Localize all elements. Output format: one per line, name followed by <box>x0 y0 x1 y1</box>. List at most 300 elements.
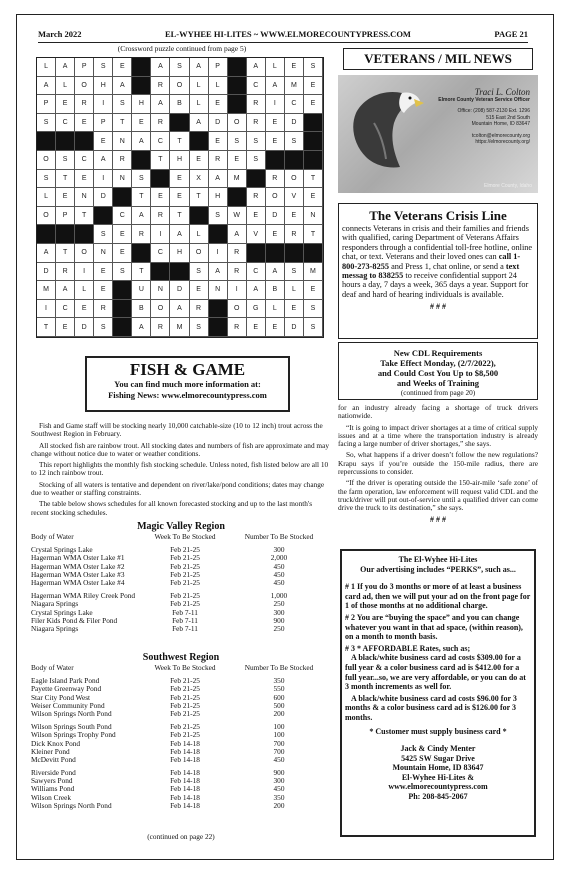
table-cell: Feb 14-18 <box>170 784 200 794</box>
crossword-cell: R <box>209 151 228 170</box>
table-cell: Feb 14-18 <box>170 776 200 786</box>
crossword-cell: M <box>170 318 189 337</box>
crossword-cell: A <box>56 281 75 300</box>
crossword-cell: A <box>132 318 151 337</box>
crossword-black-cell <box>228 188 247 207</box>
table-cell: Eagle Island Park Pond <box>31 676 100 686</box>
table-cell: Riverside Pond <box>31 768 76 778</box>
table-cell: Feb 7-11 <box>172 607 198 617</box>
crossword-cell: O <box>266 188 285 207</box>
table-cell: Wilson Springs North Pond <box>31 800 112 810</box>
crossword-cell: A <box>37 77 56 96</box>
crossword-cell: N <box>113 170 132 189</box>
crossword-cell: L <box>266 300 285 319</box>
crossword-cell: R <box>151 318 170 337</box>
table-cell: Crystal Springs Lake <box>31 607 93 617</box>
table-cell: 200 <box>273 708 285 718</box>
crossword-cell: S <box>94 225 113 244</box>
crossword-cell: E <box>190 281 209 300</box>
crossword-cell: C <box>56 114 75 133</box>
crossword-cell: T <box>113 114 132 133</box>
crossword-black-cell <box>228 95 247 114</box>
crossword-black-cell <box>113 188 132 207</box>
crossword-cell: S <box>132 170 151 189</box>
table-cell: Feb 21-25 <box>170 692 200 702</box>
crisis-text-number: text messag to 838255 <box>342 261 520 281</box>
cdl-article <box>338 404 538 524</box>
cdl-head-2: Take Effect Monday, (2/7/2022), <box>380 358 496 368</box>
table-cell: Hagerman WMA Riley Creek Pond <box>31 591 136 601</box>
table-cell: McDevitt Pond <box>31 754 76 764</box>
paragraph: “If the driver is operating outside the 150-air-mile ‘safe zone’ of the farm operation, law enforcement will request valid CDL and the truck/driver will put out-of-service until a qualified driver can come drive the truck to its destination,” she says. <box>338 478 538 513</box>
column-header: Number To Be Stocked <box>244 532 314 541</box>
table-cell: 450 <box>273 569 285 579</box>
officer-role: Elmore County Veteran Service Officer <box>438 97 530 103</box>
crossword-cell: S <box>113 95 132 114</box>
crossword-cell: D <box>285 114 304 133</box>
crossword-cell: A <box>151 58 170 77</box>
crossword-cell: R <box>247 114 266 133</box>
crossword-cell: T <box>304 170 323 189</box>
contact-website[interactable]: www.elmorecountypress.com <box>388 782 488 792</box>
table-cell: 450 <box>273 561 285 571</box>
crossword-cell: T <box>190 188 209 207</box>
table-row <box>31 756 331 764</box>
table-cell: Williams Pond <box>31 784 75 794</box>
crossword-cell: I <box>266 95 285 114</box>
table-cell: Feb 21-25 <box>170 722 200 732</box>
fish-game-title: FISH & GAME <box>129 360 246 379</box>
crossword-cell: S <box>209 207 228 226</box>
table-row <box>31 802 331 810</box>
crossword-cell: E <box>304 281 323 300</box>
crossword-cell: I <box>209 244 228 263</box>
crossword-black-cell <box>113 281 132 300</box>
crossword-black-cell <box>304 151 323 170</box>
crossword-cell: O <box>75 244 94 263</box>
table-cell: Feb 14-18 <box>170 746 200 756</box>
crossword-cell: R <box>247 188 266 207</box>
table-cell: 100 <box>273 730 285 740</box>
cdl-headline-box <box>338 342 538 400</box>
crossword-cell: N <box>304 207 323 226</box>
crossword-black-cell <box>209 318 228 337</box>
crossword-cell: E <box>170 170 189 189</box>
crossword-black-cell <box>304 244 323 263</box>
table-cell: 900 <box>273 768 285 778</box>
crossword-cell: R <box>56 263 75 282</box>
crossword-cell: A <box>94 151 113 170</box>
crossword-cell: S <box>285 263 304 282</box>
crossword-cell: A <box>151 95 170 114</box>
crossword-cell: A <box>209 170 228 189</box>
crossword-cell: T <box>132 263 151 282</box>
crossword-cell: X <box>190 170 209 189</box>
crossword-cell: M <box>304 263 323 282</box>
crossword-cell: R <box>75 95 94 114</box>
table-cell: Payette Greenway Pond <box>31 684 102 694</box>
crossword-cell: I <box>151 225 170 244</box>
table-cell: 250 <box>273 599 285 609</box>
crossword-cell: T <box>37 318 56 337</box>
crossword-black-cell <box>304 132 323 151</box>
crossword-cell: T <box>170 132 189 151</box>
crossword-cell: A <box>132 132 151 151</box>
crossword-cell: S <box>37 114 56 133</box>
paragraph: All stocked fish are rainbow trout. All stocking dates and numbers of fish are approximate and may change without notice due to water or weather conditions. <box>31 440 329 458</box>
table-cell: 600 <box>273 692 285 702</box>
crossword-cell: C <box>56 300 75 319</box>
county-website[interactable]: https://elmorecounty.org/ <box>475 139 530 146</box>
column-header: Body of Water <box>31 532 74 541</box>
crossword-black-cell <box>190 132 209 151</box>
page-number: PAGE 21 <box>494 29 528 39</box>
cdl-head-1: New CDL Requirements <box>393 348 483 358</box>
column-header: Number To Be Stocked <box>244 663 314 672</box>
column-header: Body of Water <box>31 663 74 672</box>
crossword-cell: C <box>151 132 170 151</box>
table-cell: 200 <box>273 800 285 810</box>
crossword-cell: E <box>151 188 170 207</box>
crossword-cell: P <box>209 58 228 77</box>
crossword-cell: O <box>228 300 247 319</box>
paragraph: So, what happens if a driver doesn’t follow the new regulations? Krapu says if you’re outside the 150-mile radius, there are repercussions to consider. <box>338 450 538 477</box>
city-address: Mountain Home, ID 83647 <box>471 121 530 128</box>
table-cell: 350 <box>273 792 285 802</box>
paragraph: This report highlights the monthly fish stocking schedule. Unless noted, fish listed below are all 10 to 12 inch rainbow trout. <box>31 460 329 478</box>
crossword-cell: C <box>151 244 170 263</box>
table-cell: Wilson Springs South Pond <box>31 722 112 732</box>
crossword-cell: L <box>285 281 304 300</box>
table-cell: Wilson Springs Trophy Pond <box>31 730 116 740</box>
contact-street: 5425 SW Sugar Drive <box>401 753 475 763</box>
fish-game-link[interactable]: Fishing News: www.elmorecountypress.com <box>108 390 267 400</box>
crossword-black-cell <box>132 58 151 77</box>
table-cell: Feb 21-25 <box>170 591 200 601</box>
crossword-cell: W <box>228 207 247 226</box>
crossword-cell: E <box>266 114 285 133</box>
crossword-cell: M <box>228 170 247 189</box>
contact-paper: El-Wyhee Hi-Lites & <box>401 772 475 782</box>
crossword-cell: H <box>132 95 151 114</box>
crossword-cell: P <box>37 95 56 114</box>
text-run: and Press 1, chat online, or send a <box>389 261 506 271</box>
crossword-cell: E <box>285 300 304 319</box>
crossword-cell: L <box>37 188 56 207</box>
crossword-black-cell <box>266 244 285 263</box>
table-cell: Star City Pond West <box>31 692 91 702</box>
table-cell: 300 <box>273 607 285 617</box>
crisis-line-text <box>342 224 534 299</box>
table-cell: Feb 21-25 <box>170 700 200 710</box>
fish-game-subtitle: You can find much more information at: <box>114 379 261 389</box>
table-cell: Kleiner Pond <box>31 746 70 756</box>
crossword-cell: L <box>75 281 94 300</box>
table-cell: 350 <box>273 676 285 686</box>
crossword-cell: A <box>190 114 209 133</box>
crossword-cell: I <box>94 170 113 189</box>
ad-title: The El-Wyhee Hi-Lites <box>398 555 478 564</box>
crossword-cell: C <box>247 77 266 96</box>
crossword-cell: E <box>75 300 94 319</box>
crossword-black-cell <box>113 300 132 319</box>
crossword-cell: H <box>94 77 113 96</box>
street-address: 515 East 2nd South <box>486 114 530 121</box>
crossword-cell: E <box>247 318 266 337</box>
crossword-black-cell <box>37 132 56 151</box>
crossword-cell: P <box>75 58 94 77</box>
table-cell: Crystal Springs Lake <box>31 545 93 555</box>
crisis-phone: call 1-800-273-8255 <box>342 252 521 271</box>
end-mark: # # # <box>430 514 446 524</box>
crossword-cell: T <box>75 207 94 226</box>
crossword-cell: O <box>151 300 170 319</box>
column-header: Week To Be Stocked <box>154 532 216 541</box>
rate-three-months: A black/white business card ad costs $96.00 for 3 months & a color business card ad is $126.00 for 3 months. <box>345 693 517 722</box>
table-cell: 300 <box>273 545 285 555</box>
crossword-cell: M <box>285 77 304 96</box>
table-cell: Hagerman WMA Oster Lake #2 <box>31 561 125 571</box>
southwest-table <box>31 652 331 810</box>
masthead: EL-WYHEE HI-LITES ~ WWW.ELMORECOUNTYPRESS.COM <box>164 29 411 39</box>
crossword-cell: R <box>247 95 266 114</box>
crossword-cell: R <box>151 114 170 133</box>
crossword-cell: L <box>209 77 228 96</box>
crisis-line-box <box>338 203 538 339</box>
perk-3: # 3 * AFFORDABLE Rates, such as; <box>345 643 471 653</box>
crossword-cell: A <box>37 244 56 263</box>
crossword-cell: S <box>190 263 209 282</box>
table-cell: 1,000 <box>270 591 288 601</box>
table-cell: Niagara Springs <box>31 623 79 633</box>
crossword-black-cell <box>285 244 304 263</box>
crossword-black-cell <box>304 114 323 133</box>
table-cell: 500 <box>273 700 285 710</box>
contact-block <box>345 744 531 802</box>
crossword-cell: L <box>190 77 209 96</box>
crossword-cell: D <box>266 207 285 226</box>
table-cell: 700 <box>273 746 285 756</box>
crossword-cell: U <box>132 281 151 300</box>
crossword-cell: S <box>304 58 323 77</box>
crossword-cell: E <box>56 95 75 114</box>
page-header <box>38 29 528 43</box>
cdl-head-4: and Weeks of Training <box>397 378 479 388</box>
crossword-cell: A <box>113 77 132 96</box>
table-cell: Feb 7-11 <box>172 623 198 633</box>
table-cell: Hagerman WMA Oster Lake #1 <box>31 553 125 563</box>
contact-phone: Ph: 208-845-2067 <box>408 792 468 802</box>
table-row <box>31 710 331 718</box>
crossword-cell: T <box>151 151 170 170</box>
crossword-cell: A <box>56 58 75 77</box>
office-phone: Office: (208) 587-2130 Ext. 1296 <box>457 108 530 115</box>
crossword-cell: E <box>304 95 323 114</box>
crossword-cell: N <box>94 244 113 263</box>
crossword-black-cell <box>75 132 94 151</box>
crossword-cell: E <box>209 132 228 151</box>
crossword-black-cell <box>113 318 132 337</box>
table-cell: 450 <box>273 754 285 764</box>
crossword-cell: I <box>75 263 94 282</box>
crossword-black-cell <box>56 225 75 244</box>
crossword-cell: S <box>94 58 113 77</box>
crossword-cell: R <box>94 300 113 319</box>
officer-email[interactable]: tcolton@elmorecounty.org <box>471 132 530 139</box>
advertising-perks-box <box>340 549 536 837</box>
crossword-cell: S <box>113 263 132 282</box>
crossword-cell: E <box>75 170 94 189</box>
crossword-black-cell <box>56 132 75 151</box>
crossword-cell: A <box>266 263 285 282</box>
crossword-black-cell <box>285 151 304 170</box>
crossword-cell: T <box>304 225 323 244</box>
table-cell: Feb 21-25 <box>170 569 200 579</box>
crossword-cell: A <box>190 58 209 77</box>
crossword-black-cell <box>132 244 151 263</box>
end-mark: # # # <box>430 302 446 312</box>
crossword-cell: A <box>209 263 228 282</box>
cdl-head-3: and Could Cost You Up to $8,500 <box>377 368 499 378</box>
ad-note: * Customer must supply business card * <box>369 726 507 736</box>
crossword-cell: E <box>170 188 189 207</box>
crossword-cell: V <box>247 225 266 244</box>
crossword-black-cell <box>170 263 189 282</box>
table-cell: Feb 14-18 <box>170 800 200 810</box>
crossword-cell: E <box>113 225 132 244</box>
crossword-black-cell <box>247 170 266 189</box>
crossword-cell: G <box>247 300 266 319</box>
table-cell: 100 <box>273 722 285 732</box>
card-text <box>426 87 530 145</box>
crossword-black-cell <box>190 207 209 226</box>
crossword-cell: E <box>285 58 304 77</box>
table-cell: Feb 21-25 <box>170 553 200 563</box>
crossword-cell: C <box>75 151 94 170</box>
crossword-cell: T <box>170 207 189 226</box>
crossword-cell: L <box>266 58 285 77</box>
perk-1: # 1 If you do 3 months or more of at least a business card ad, then we will put your ad on the front page for 1 of those months at no additional charge. <box>345 582 531 611</box>
crossword-cell: E <box>75 114 94 133</box>
fish-game-banner <box>85 356 290 412</box>
paragraph: The table below shows schedules for all known forecasted stocking and up to the last month's recent stocking schedules. <box>31 499 313 517</box>
table-cell: Weiser Community Pond <box>31 700 105 710</box>
crossword-cell: E <box>56 188 75 207</box>
crossword-cell: D <box>37 263 56 282</box>
crossword-cell: S <box>304 300 323 319</box>
crossword-cell: C <box>247 263 266 282</box>
crossword-cell: R <box>190 300 209 319</box>
cdl-continued: (continued from page 20) <box>400 388 476 397</box>
crossword-cell: P <box>94 114 113 133</box>
paragraph: Fish and Game staff will be stocking nearly 10,000 catchable-size (10 to 12 inch) trout across the Southwest Region in February. <box>31 421 323 439</box>
crossword-cell: E <box>266 318 285 337</box>
crossword-black-cell <box>228 58 247 77</box>
crossword-cell: N <box>75 188 94 207</box>
crossword-caption-wrap <box>31 44 333 54</box>
crossword-cell: R <box>228 244 247 263</box>
table-header <box>31 664 331 672</box>
table-cell: 250 <box>273 623 285 633</box>
table-header <box>31 533 331 541</box>
veteran-officer-business-card <box>338 75 538 193</box>
fish-game-intro <box>31 422 331 520</box>
crossword-cell: I <box>94 95 113 114</box>
crossword-cell: C <box>285 95 304 114</box>
crossword-black-cell <box>170 114 189 133</box>
crossword-cell: S <box>304 318 323 337</box>
crossword-cell: E <box>94 263 113 282</box>
crossword-cell: D <box>209 114 228 133</box>
table-cell: Hagerman WMA Oster Lake #3 <box>31 569 125 579</box>
region-title: Magic Valley Region <box>137 521 225 532</box>
crossword-cell: O <box>170 77 189 96</box>
table-cell: Wilson Creek <box>31 792 72 802</box>
table-cell: Dick Knox Pond <box>31 738 81 748</box>
crossword-cell: R <box>285 225 304 244</box>
crossword-cell: E <box>94 132 113 151</box>
crossword-cell: H <box>209 188 228 207</box>
text-run: connects Veterans in crisis and their families and friends with qualified, caring Department of Veterans Affairs responders through a confidential toll-free hotline, online chat, or text. Veterans and their loved ones can <box>342 224 533 262</box>
crossword-black-cell <box>94 207 113 226</box>
crossword-cell: R <box>228 318 247 337</box>
crisis-line-title: The Veterans Crisis Line <box>369 208 507 223</box>
crossword-cell: S <box>228 132 247 151</box>
column-header: Week To Be Stocked <box>154 663 216 672</box>
crossword-cell: E <box>266 225 285 244</box>
crossword-cell: E <box>190 151 209 170</box>
crossword-cell: L <box>56 77 75 96</box>
crossword-cell: E <box>304 188 323 207</box>
table-cell: Filer Kids Pond & Filer Pond <box>31 615 118 625</box>
crossword-cell: D <box>94 188 113 207</box>
crossword-black-cell <box>151 170 170 189</box>
region-title: Southwest Region <box>142 652 220 663</box>
crossword-cell: S <box>94 318 113 337</box>
table-cell: Feb 14-18 <box>170 792 200 802</box>
crossword-cell: E <box>113 244 132 263</box>
contact-city: Mountain Home, ID 83647 <box>392 763 484 773</box>
table-cell: 450 <box>273 784 285 794</box>
table-cell: Feb 14-18 <box>170 738 200 748</box>
table-cell: Feb 21-25 <box>170 684 200 694</box>
perk-2: # 2 You are “buying the space” and you can change whatever you want in that ad space, (within reason), on a month to month basis. <box>345 612 523 642</box>
crossword-cell: O <box>75 77 94 96</box>
crossword-cell: A <box>170 225 189 244</box>
crossword-cell: D <box>170 281 189 300</box>
crossword-cell: R <box>228 263 247 282</box>
crossword-cell: O <box>190 244 209 263</box>
eagle-icon <box>344 83 424 171</box>
table-cell: Feb 21-25 <box>170 545 200 555</box>
crossword-black-cell <box>151 263 170 282</box>
crossword-cell: E <box>304 77 323 96</box>
crossword-cell: T <box>56 170 75 189</box>
crossword-cell: A <box>247 58 266 77</box>
table-cell: 2,000 <box>270 553 288 563</box>
crossword-cell: R <box>266 170 285 189</box>
crossword-black-cell <box>132 151 151 170</box>
table-cell: Feb 21-25 <box>170 708 200 718</box>
table-cell: Feb 7-11 <box>172 615 198 625</box>
crossword-cell: D <box>75 318 94 337</box>
crossword-cell: S <box>247 132 266 151</box>
crossword-cell: O <box>37 151 56 170</box>
crossword-cell: H <box>170 151 189 170</box>
crossword-cell: O <box>285 170 304 189</box>
crossword-cell: I <box>228 281 247 300</box>
table-cell: Feb 14-18 <box>170 754 200 764</box>
